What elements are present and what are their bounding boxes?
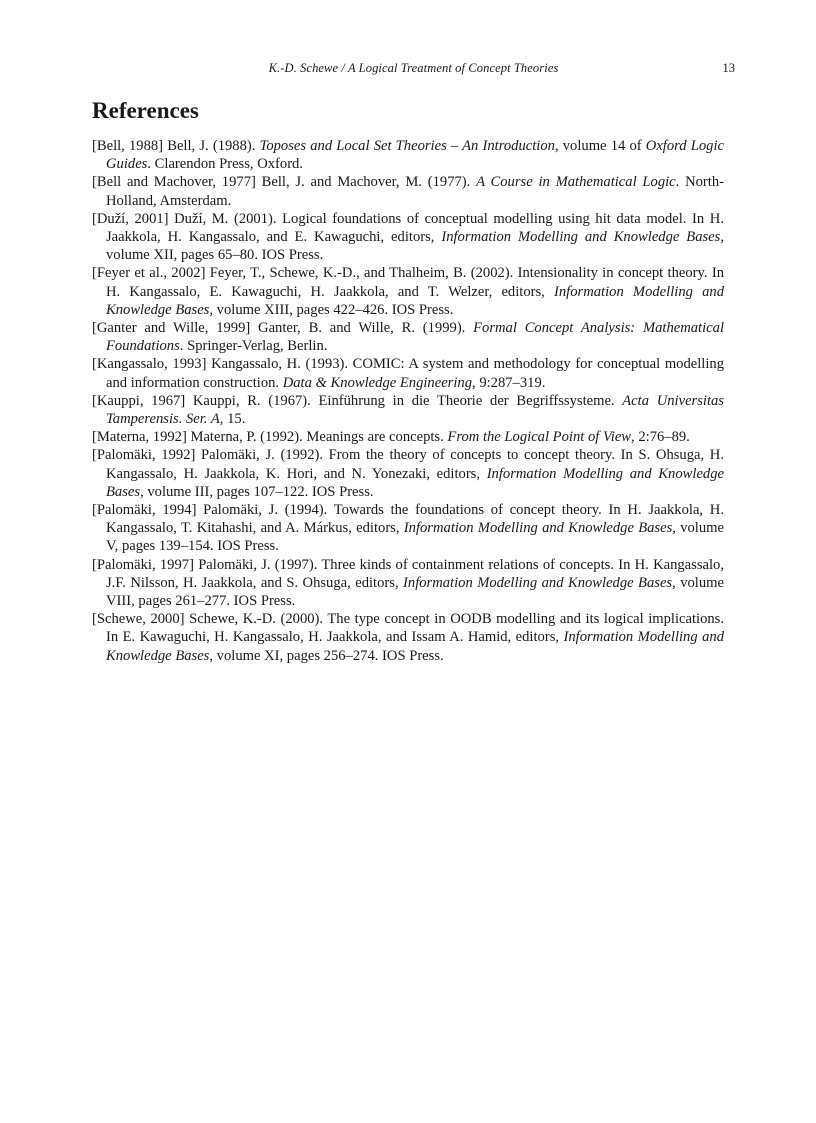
reference-item [92,355,724,391]
reference-text: , volume V, pages 139–154. IOS Press. [106,520,724,555]
reference-list [92,137,724,665]
reference-text: , volume VIII, pages 261–277. IOS Press. [106,574,724,610]
reference-text: . Clarendon Press, Oxford. [147,156,304,173]
reference-text: [Palomäki, 1994] Palomäki, J. (1994). Towards the foundations of concept theory. In H. Jaakkola, H. Kangassalo, T. Kitahashi, and A. Márkus, editors, [92,502,724,537]
reference-text: [Schewe, 2000] Schewe, K.-D. (2000). The type concept in OODB modelling and its logical implications. In E. Kawaguchi, H. Kangassalo, H. Jaakkola, and Issam A. Hamid, editors, [92,611,724,646]
reference-italic-text: A Course in Mathematical Logic [476,174,676,191]
reference-text: , volume XII, pages 65–80. IOS Press. [106,229,724,264]
reference-text: [Feyer et al., 2002] Feyer, T., Schewe, K.-D., and Thalheim, B. (2002). Intensionality in concept theory. In H. Kangassalo, E. Kawaguchi, H. Jaakkola, and T. Welzer, editors, [92,265,724,300]
reference-italic-text: Acta Universitas Tamperensis. Ser. A [106,392,724,428]
reference-italic-text: Information Modelling and Knowledge Bases [403,520,673,537]
reference-text: [Duží, 2001] Duží, M. (2001). Logical foundations of conceptual modelling using hit data model. In H. Jaakkola, H. Kangassalo, and E. Kawaguchi, editors, [92,210,724,246]
reference-item [92,501,724,556]
reference-italic-text: Data & Knowledge Engineering [282,374,473,391]
reference-text: , 15. [219,411,246,428]
reference-item [92,173,724,209]
reference-italic-text: Oxford Logic Guides [106,138,724,173]
reference-text: , volume XI, pages 256–274. IOS Press. [209,647,444,664]
reference-italic-text: Information Modelling and Knowledge Bases [106,283,725,318]
reference-italic-text: Toposes and Local Set Theories – An Introduction [259,138,555,154]
reference-text: [Palomäki, 1992] Palomäki, J. (1992). From the theory of concepts to concept theory. In S. Ohsuga, H. Kangassalo, H. Jaakkola, K. Hori, and N. Yonezaki, editors, [92,447,724,482]
reference-item [92,392,724,428]
reference-text: , 2:76–89. [631,429,690,446]
reference-item [92,610,724,665]
reference-text: [Materna, 1992] Materna, P. (1992). Meanings are concepts. [92,429,448,446]
reference-item [92,556,724,611]
reference-text: , 9:287–319. [472,374,546,391]
reference-item [92,428,724,446]
reference-italic-text: Formal Concept Analysis: Mathematical Foundations [106,320,724,355]
reference-text: [Bell and Machover, 1977] Bell, J. and Machover, M. (1977). [92,174,477,191]
reference-italic-text: Information Modelling and Knowledge Bases [403,574,673,591]
reference-text: . Springer-Verlag, Berlin. [179,338,328,355]
reference-text: [Ganter and Wille, 1999] Ganter, B. and Wille, R. (1999). [92,320,474,337]
reference-item [92,319,724,355]
reference-text: [Palomäki, 1997] Palomäki, J. (1997). Three kinds of containment relations of concepts. In H. Kangassalo, J.F. Nilsson, H. Jaakkola, and S. Ohsuga, editors, [92,556,724,591]
reference-item [92,264,724,319]
reference-item [92,210,724,265]
reference-text: . North-Holland, Amsterdam. [106,174,724,209]
section-title: References [92,98,199,123]
reference-italic-text: Information Modelling and Knowledge Bases [106,629,724,664]
running-title: K.-D. Schewe / A Logical Treatment of Concept Theories [268,61,559,75]
reference-italic-text: Information Modelling and Knowledge Bases [106,465,724,500]
reference-text: , volume XIII, pages 422–426. IOS Press. [209,301,454,318]
reference-text: [Bell, 1988] Bell, J. (1988). [92,138,260,154]
reference-item [92,446,724,501]
reference-text: [Kangassalo, 1993] Kangassalo, H. (1993). COMIC: A system and methodology for conceptual modelling and information construction. [92,356,724,391]
reference-italic-text: From the Logical Point of View [447,429,632,446]
reference-item [92,137,724,173]
running-head [92,58,735,78]
reference-text: , volume 14 of [554,138,646,154]
page-number: 13 [722,61,735,75]
reference-text: , volume III, pages 107–122. IOS Press. [140,483,374,500]
reference-text: [Kauppi, 1967] Kauppi, R. (1967). Einführung in die Theorie der Begriffssysteme. [92,392,623,409]
reference-italic-text: Information Modelling and Knowledge Bases [441,229,721,246]
